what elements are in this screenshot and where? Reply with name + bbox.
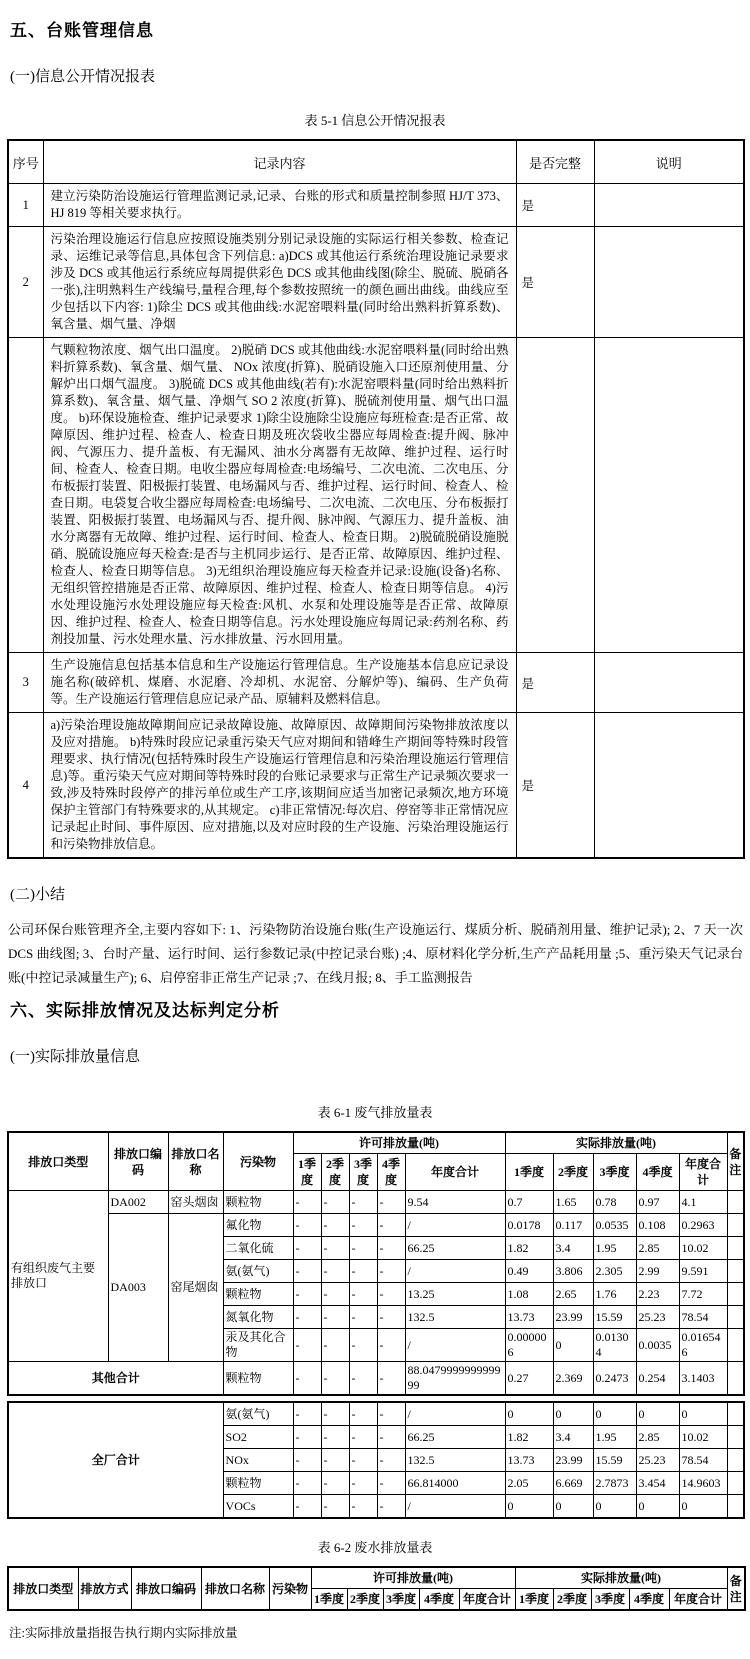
table-cell (727, 1191, 744, 1214)
table-cell: 3.454 (636, 1472, 679, 1495)
col-header-outlet-name: 排放口名称 (201, 1567, 269, 1610)
table-cell: - (377, 1362, 405, 1396)
table-cell: 0.000006 (505, 1329, 553, 1362)
table-cell: 0.0535 (593, 1214, 636, 1237)
table-cell: 0.01304 (593, 1329, 636, 1362)
table-cell: - (293, 1260, 321, 1283)
table-cell: - (321, 1495, 349, 1519)
table-cell: - (377, 1402, 405, 1426)
col-header-permitted: 许可排放量(吨) (311, 1567, 515, 1589)
table-cell: 氮氧化物 (223, 1306, 293, 1329)
table-cell (727, 1214, 744, 1237)
table-cell: - (321, 1426, 349, 1449)
col-header-annual: 年度合计 (405, 1154, 505, 1191)
table-cell: 10.02 (679, 1237, 727, 1260)
row-content: 生产设施信息包括基本信息和生产设施运行管理信息。生产设施基本信息应记录设施名称(破碎机、煤磨、水泥磨、冷却机、水泥窑、分解炉等)、编码、生产负荷等。生产设施运行管理信息应记录产品、原辅料及燃料信息。 (43, 653, 516, 713)
table-cell: 2.65 (553, 1283, 593, 1306)
table-cell: 14.9603 (679, 1472, 727, 1495)
table-cell: 0 (679, 1495, 727, 1519)
table-cell: - (321, 1260, 349, 1283)
table-cell: 9.54 (405, 1191, 505, 1214)
table-cell: - (293, 1426, 321, 1449)
col-header-pollutant: 污染物 (269, 1567, 311, 1610)
table-cell: 1.65 (553, 1191, 593, 1214)
table-cell: - (293, 1472, 321, 1495)
table-cell: - (377, 1283, 405, 1306)
row-no: 3 (8, 653, 43, 713)
row-no: 2 (8, 227, 43, 338)
table-cell: 3.4 (553, 1237, 593, 1260)
table-cell: 78.54 (679, 1449, 727, 1472)
table-row (8, 1362, 744, 1396)
table-cell: 1.82 (505, 1237, 553, 1260)
table-cell: 0.108 (636, 1214, 679, 1237)
table-cell: 2.23 (636, 1283, 679, 1306)
col-header-q4: 4季度 (629, 1589, 669, 1611)
row-content: 建立污染防治设施运行管理监测记录,记录、台账的形式和质量控制参照 HJ/T 373、HJ 819 等相关要求执行。 (43, 184, 516, 227)
section-6-subheading-1: (一)实际排放量信息 (10, 1049, 140, 1065)
table-cell: 3.4 (553, 1426, 593, 1449)
col-header-outlet-code: 排放口编码 (108, 1132, 168, 1191)
table-cell: - (377, 1191, 405, 1214)
table-cell: 23.99 (553, 1306, 593, 1329)
table-cell: 汞及其化合物 (223, 1329, 293, 1362)
col-header-q3: 3季度 (349, 1154, 377, 1191)
table-cell: VOCs (223, 1495, 293, 1519)
table-cell: 0.49 (505, 1260, 553, 1283)
table-cell: 0.254 (636, 1362, 679, 1396)
col-header-outlet-type: 排放口类型 (8, 1567, 78, 1610)
table-cell: - (321, 1472, 349, 1495)
table-cell: - (321, 1191, 349, 1214)
table-cell: - (349, 1449, 377, 1472)
table-cell: - (349, 1472, 377, 1495)
table-cell: 0 (636, 1402, 679, 1426)
table-row (8, 653, 744, 713)
table-5-1-caption: 表 5-1 信息公开情况报表 (304, 113, 446, 128)
summary-paragraph: 公司环保台账管理齐全,主要内容如下: 1、污染物防治设施台账(生产设施运行、煤质分析、脱硝剂用量、维护记录); 2、7 天一次 DCS 曲线图; 3、台时产量、运行时间、运行参数记录(中控记录台账) ;4、原材料化学分析,生产产品耗用量 ;5、重污染天气记录台账(中控记录减量生产); 6、启停窑非正常生产记录 ;7、在线月报; 8、手工监测报告 (8, 922, 743, 985)
outlet-type-cell: 有组织废气主要排放口 (8, 1191, 108, 1362)
col-header-q3: 3季度 (383, 1589, 419, 1611)
table-cell: 0 (593, 1402, 636, 1426)
col-header-q2: 2季度 (553, 1589, 591, 1611)
row-complete: 是 (516, 184, 594, 227)
waste-water-emission-table (7, 1566, 746, 1611)
table-cell: - (377, 1426, 405, 1449)
table-cell: - (321, 1214, 349, 1237)
table-cell: / (405, 1214, 505, 1237)
table-cell: 0.2473 (593, 1362, 636, 1396)
table-cell: - (293, 1329, 321, 1362)
table-cell: 0 (505, 1495, 553, 1519)
table-cell (727, 1402, 744, 1426)
table-cell: 78.54 (679, 1306, 727, 1329)
col-header-q1: 1季度 (311, 1589, 347, 1611)
table-cell: - (321, 1283, 349, 1306)
table-cell: 0 (553, 1495, 593, 1519)
outlet-code-cell: DA002 (108, 1191, 168, 1214)
table-cell: 0.27 (505, 1362, 553, 1396)
table-cell: 2.05 (505, 1472, 553, 1495)
table-cell: 2.369 (553, 1362, 593, 1396)
table-cell: - (349, 1426, 377, 1449)
table-cell: 132.5 (405, 1449, 505, 1472)
row-note (594, 713, 744, 859)
table-cell: - (349, 1306, 377, 1329)
col-header-complete: 是否完整 (516, 140, 594, 184)
row-note (594, 227, 744, 338)
table-cell: - (321, 1402, 349, 1426)
col-header-pollutant: 污染物 (223, 1132, 293, 1191)
table-cell: NOx (223, 1449, 293, 1472)
table-cell: - (349, 1362, 377, 1396)
table-cell: 132.5 (405, 1306, 505, 1329)
row-content: 气颗粒物浓度、烟气出口温度。 2)脱硝 DCS 或其他曲线:水泥窑喂料量(同时给出熟料折算系数)、氧含量、烟气量、 NOx 浓度(折算)、脱硝设施入口还原剂使用量、分解炉出口烟气温度。 3)脱硫 DCS 或其他曲线(若有):水泥窑喂料量(同时给出熟料折算系数)、氧含量、烟气量、净烟气 SO 2 浓度(折算)、脱硫剂使用量、烟气出口温度。 b)环保设施检查、维护记录要求 1)除尘设施除尘设施应每班检查:是否正常、故障原因、维护过程、检查人、检查日期及班次袋收尘器应每周检查:提升阀、脉冲阀、气源压力、提升盖板、有无漏风、油水分离器有无故障、维护过程、运行时间、检查人、检查日期。电收尘器应每周检查:电场编号、二次电流、二次电压、分布板振打装置、阳极振打装置、电场漏风与否、维护过程、运行时间、检查人、检查日期。电袋复合收尘器应每周检查:电场编号、二次电流、二次电压、分布板振打装置、阳极振打装置、电场漏风与否、提升阀、脉冲阀、气源压力、提升盖板、油水分离器有无故障、维护过程、运行时间、检查人、检查日期。 2)脱硫脱硝设施脱硝、脱硫设施应每天检查:是否与主机同步运行、是否正常、故障原因、维护过程、检查人、检查日期等信息。 3)无组织治理设施应每天检查并记录:设施(设备)名称、无组织管控措施是否正常、故障原因、维护过程、检查人、检查日期等信息。 4)污水处理设施污水处理设施应每天检查:风机、水泵和处理设施等是否正常、故障原因、维护过程、检查人、检查日期等信息。污水处理设施应每周记录:药剂名称、药剂投加量、污水处理水量、污水排放量、污水回用量。 (43, 338, 516, 653)
section-5-heading: 五、台账管理信息 (10, 21, 154, 40)
col-header-discharge-method: 排放方式 (78, 1567, 131, 1610)
table-cell: / (405, 1260, 505, 1283)
table-cell (727, 1260, 744, 1283)
row-complete: 是 (516, 653, 594, 713)
table-cell: 1.82 (505, 1426, 553, 1449)
table-cell: - (349, 1283, 377, 1306)
table-row (8, 713, 744, 859)
row-complete: 是 (516, 713, 594, 859)
table-row (8, 1191, 744, 1214)
table-cell: - (293, 1237, 321, 1260)
table-cell: 颗粒物 (223, 1362, 293, 1396)
table-cell: 1.95 (593, 1237, 636, 1260)
table-cell: 0.0035 (636, 1329, 679, 1362)
table-cell (727, 1495, 744, 1519)
table-cell: 66.25 (405, 1237, 505, 1260)
table-cell: 3.1403 (679, 1362, 727, 1396)
table-cell: - (377, 1214, 405, 1237)
table-cell: - (377, 1306, 405, 1329)
table-header-row (8, 1567, 745, 1589)
table-cell: 颗粒物 (223, 1283, 293, 1306)
table-cell: 13.73 (505, 1306, 553, 1329)
col-header-q1: 1季度 (505, 1154, 553, 1191)
table-cell: 二氧化硫 (223, 1237, 293, 1260)
table-cell: 颗粒物 (223, 1191, 293, 1214)
col-header-annual: 年度合计 (669, 1589, 727, 1611)
table-row (8, 1214, 744, 1237)
info-disclosure-table (7, 139, 745, 859)
table-row (8, 1402, 744, 1426)
table-cell: / (405, 1495, 505, 1519)
table-cell: 0 (553, 1402, 593, 1426)
table-cell (727, 1329, 744, 1362)
row-no (8, 338, 43, 653)
waste-gas-plant-total-table (7, 1401, 745, 1519)
table-cell: 0 (593, 1495, 636, 1519)
table-cell: 1.76 (593, 1283, 636, 1306)
table-row (8, 184, 744, 227)
table-cell: / (405, 1402, 505, 1426)
table-cell: 2.85 (636, 1426, 679, 1449)
table-cell: 15.59 (593, 1449, 636, 1472)
table-cell: - (321, 1362, 349, 1396)
table-cell: 66.25 (405, 1426, 505, 1449)
table-cell: 氨(氨气) (223, 1402, 293, 1426)
outlet-name-cell: 窑尾烟囱 (168, 1214, 223, 1362)
table-cell: 2.99 (636, 1260, 679, 1283)
table-cell: 66.814000 (405, 1472, 505, 1495)
col-header-actual: 实际排放量(吨) (505, 1132, 727, 1154)
row-content: a)污染治理设施故障期间应记录故障设施、故障原因、故障期间污染物排放浓度以及应对措施。 b)特殊时段应记录重污染天气应对期间和错峰生产期间等特殊时段管理要求、执行情况(包括特殊时段生产设施运行管理信息和污染治理设施运行管理信息)等。重污染天气应对期间等特殊时段的台账记录要求与正常生产记录频次要求一致,涉及特殊时段停产的排污单位或生产工序,该期间应适当加密记录频次,地方环境保护主管部门有特殊要求的,从其规定。 c)非正常情况:每次启、停窑等非正常情况应记录起止时间、事件原因、应对措施,以及对应时段的生产设施、污染治理设施运行和污染物排放信息。 (43, 713, 516, 859)
table-cell: 0 (636, 1495, 679, 1519)
table-cell: 0.78 (593, 1191, 636, 1214)
table-cell: 2.305 (593, 1260, 636, 1283)
table-6-2-caption: 表 6-2 废水排放量表 (317, 1540, 433, 1555)
table-cell (727, 1283, 744, 1306)
col-header-outlet-code: 排放口编码 (131, 1567, 201, 1610)
col-header-content: 记录内容 (43, 140, 516, 184)
row-content: 污染治理设施运行信息应按照设施类别分别记录设施的实际运行相关参数、检查记录、运维记录等信息,具体包含下列信息: a)DCS 或其他运行系统治理设施记录要求涉及 DCS 或其他运行系统应每周提供彩色 DCS 或其他曲线图(除尘、脱硫、脱硝各一张),注明熟料生产线编号,量程合理,每个参数按照统一的颜色画出曲线。曲线应至少包括以下内容: 1)除尘 DCS 或其他曲线:水泥窑喂料量(同时给出熟料折算系数)、氧含量、烟气量、净烟 (43, 227, 516, 338)
col-header-annual: 年度合计 (459, 1589, 515, 1611)
table-cell: - (349, 1191, 377, 1214)
col-header-q2: 2季度 (553, 1154, 593, 1191)
table-cell: 15.59 (593, 1306, 636, 1329)
table-cell: - (293, 1402, 321, 1426)
table-6-1-caption: 表 6-1 废气排放量表 (317, 1105, 433, 1120)
col-header-outlet-type: 排放口类型 (8, 1132, 108, 1191)
outlet-name-cell: 窑头烟囱 (168, 1191, 223, 1214)
table-header-row (8, 1132, 744, 1154)
table-cell: - (293, 1362, 321, 1396)
table-cell: 0.016546 (679, 1329, 727, 1362)
table-header-row (8, 140, 744, 184)
col-header-no: 序号 (8, 140, 43, 184)
col-header-annual: 年度合计 (679, 1154, 727, 1191)
table-cell: - (349, 1260, 377, 1283)
table-cell: - (321, 1237, 349, 1260)
table-cell: 9.591 (679, 1260, 727, 1283)
table-cell: - (349, 1402, 377, 1426)
table-cell: - (321, 1306, 349, 1329)
row-note (594, 653, 744, 713)
table-cell: - (293, 1283, 321, 1306)
col-header-q4: 4季度 (636, 1154, 679, 1191)
col-header-remark: 备注 (727, 1567, 745, 1610)
col-header-note: 说明 (594, 140, 744, 184)
col-header-actual: 实际排放量(吨) (515, 1567, 727, 1589)
section-5-subheading-1: (一)信息公开情况报表 (10, 69, 155, 85)
table-cell: - (321, 1449, 349, 1472)
table-cell: 23.99 (553, 1449, 593, 1472)
table-cell: - (377, 1329, 405, 1362)
outlet-code-cell: DA003 (108, 1214, 168, 1362)
table-cell: 25.23 (636, 1449, 679, 1472)
table-cell: 颗粒物 (223, 1472, 293, 1495)
table-row (8, 338, 744, 653)
table-cell: SO2 (223, 1426, 293, 1449)
table-cell: 13.25 (405, 1283, 505, 1306)
table-cell: - (377, 1260, 405, 1283)
table-cell (727, 1237, 744, 1260)
table-cell: 0.7 (505, 1191, 553, 1214)
table-cell: 0 (553, 1329, 593, 1362)
col-header-q2: 2季度 (321, 1154, 349, 1191)
section-5-subheading-2: (二)小结 (10, 887, 65, 903)
table-cell: 0.117 (553, 1214, 593, 1237)
table-cell: - (349, 1237, 377, 1260)
col-header-q1: 1季度 (293, 1154, 321, 1191)
table-cell: 13.73 (505, 1449, 553, 1472)
table-cell: 0.2963 (679, 1214, 727, 1237)
table-cell: 3.806 (553, 1260, 593, 1283)
col-header-q3: 3季度 (593, 1154, 636, 1191)
table-cell: 10.02 (679, 1426, 727, 1449)
table-cell: - (293, 1306, 321, 1329)
other-total-label: 其他合计 (8, 1362, 223, 1396)
table-cell: - (349, 1214, 377, 1237)
table-cell: - (293, 1495, 321, 1519)
table-cell: - (377, 1449, 405, 1472)
row-complete: 是 (516, 227, 594, 338)
table-cell: - (377, 1237, 405, 1260)
table-cell: 1.08 (505, 1283, 553, 1306)
table-cell: 1.95 (593, 1426, 636, 1449)
table-cell: 88.047999999999999 (405, 1362, 505, 1396)
table-cell (727, 1362, 744, 1396)
table-cell: 7.72 (679, 1283, 727, 1306)
row-complete (516, 338, 594, 653)
col-header-remark: 备注 (727, 1132, 744, 1191)
col-header-q4: 4季度 (419, 1589, 459, 1611)
table-cell: / (405, 1329, 505, 1362)
col-header-permitted: 许可排放量(吨) (293, 1132, 505, 1154)
table-cell: 氟化物 (223, 1214, 293, 1237)
row-note (594, 184, 744, 227)
row-note (594, 338, 744, 653)
table-cell: - (377, 1472, 405, 1495)
table-cell: - (293, 1449, 321, 1472)
table-cell (727, 1426, 744, 1449)
table-cell: - (321, 1329, 349, 1362)
table-cell: 0.0178 (505, 1214, 553, 1237)
col-header-outlet-name: 排放口名称 (168, 1132, 223, 1191)
col-header-q3: 3季度 (591, 1589, 629, 1611)
table-row (8, 227, 744, 338)
table-cell: - (377, 1495, 405, 1519)
table-cell: 2.7873 (593, 1472, 636, 1495)
table-cell (727, 1306, 744, 1329)
plant-total-label: 全厂合计 (8, 1402, 223, 1518)
table-cell: 6.669 (553, 1472, 593, 1495)
table-cell: 4.1 (679, 1191, 727, 1214)
table-cell (727, 1472, 744, 1495)
table-footnote: 注:实际排放量指报告执行期内实际排放量 (9, 1626, 238, 1640)
table-cell: 0 (679, 1402, 727, 1426)
table-cell: - (293, 1214, 321, 1237)
section-6-heading: 六、实际排放情况及达标判定分析 (10, 1001, 280, 1020)
col-header-q4: 4季度 (377, 1154, 405, 1191)
row-no: 4 (8, 713, 43, 859)
table-cell (727, 1449, 744, 1472)
col-header-q1: 1季度 (515, 1589, 553, 1611)
waste-gas-emission-table (7, 1131, 745, 1396)
table-cell: 氨(氨气) (223, 1260, 293, 1283)
table-cell: 2.85 (636, 1237, 679, 1260)
table-cell: 25.23 (636, 1306, 679, 1329)
table-cell: - (293, 1191, 321, 1214)
table-cell: 0.97 (636, 1191, 679, 1214)
col-header-q2: 2季度 (347, 1589, 383, 1611)
table-cell: - (349, 1495, 377, 1519)
row-no: 1 (8, 184, 43, 227)
table-cell: 0 (505, 1402, 553, 1426)
table-cell: - (349, 1329, 377, 1362)
